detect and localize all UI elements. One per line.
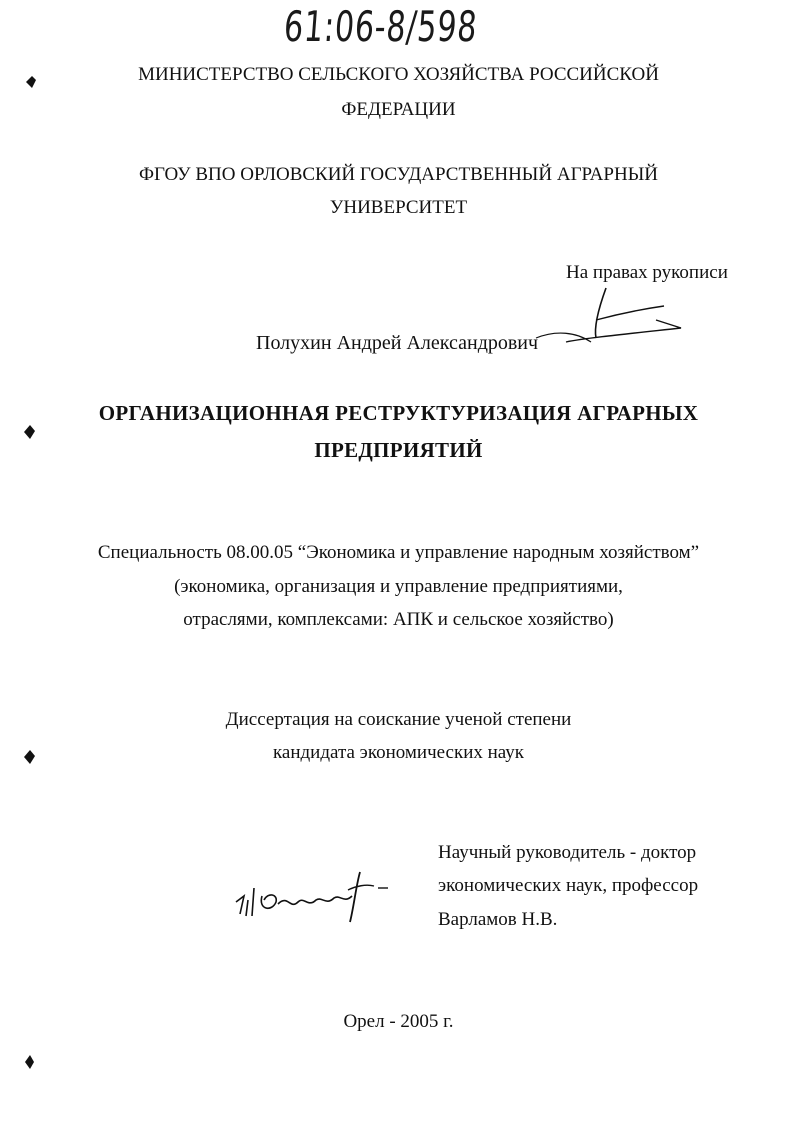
author-name: Полухин Андрей Александрович — [256, 332, 539, 354]
supervisor-line-1: Научный руководитель - доктор — [438, 842, 697, 863]
manuscript-note: На правах рукописи — [566, 262, 728, 283]
degree-line-2: кандидата экономических наук — [272, 742, 525, 763]
specialty-line-2: (экономика, организация и управление предприятиями, — [174, 576, 623, 597]
specialty-line-1: Специальность 08.00.05 “Экономика и управление народным хозяйством” — [97, 542, 700, 563]
specialty-line-3: отраслями, комплексами: АПК и сельское хозяйство) — [183, 609, 614, 630]
ministry-line-2: ФЕДЕРАЦИИ — [341, 99, 456, 120]
degree-line-1: Диссертация на соискание ученой степени — [225, 709, 572, 730]
dissertation-title-line-2: ПРЕДПРИЯТИЙ — [314, 438, 483, 462]
archive-number-handwritten: 61:06-8/598 — [282, 2, 480, 51]
supervisor-line-3: Варламов Н.В. — [438, 909, 558, 930]
supervisor-line-2: экономических наук, профессор — [438, 875, 699, 896]
dissertation-title-line-1: ОРГАНИЗАЦИОННАЯ РЕСТРУКТУРИЗАЦИЯ АГРАРНЫХ — [98, 401, 699, 425]
scan-mark-icon — [22, 1054, 36, 1070]
university-line-1: ФГОУ ВПО ОРЛОВСКИЙ ГОСУДАРСТВЕННЫЙ АГРАРНЫЙ — [138, 164, 658, 185]
ministry-line-1: МИНИСТЕРСТВО СЕЛЬСКОГО ХОЗЯЙСТВА РОССИЙСКОЙ — [138, 64, 659, 85]
author-signature — [536, 280, 686, 350]
supervisor-signature — [232, 866, 392, 926]
city-year: Орел - 2005 г. — [343, 1011, 454, 1032]
university-line-2: УНИВЕРСИТЕТ — [329, 197, 468, 218]
